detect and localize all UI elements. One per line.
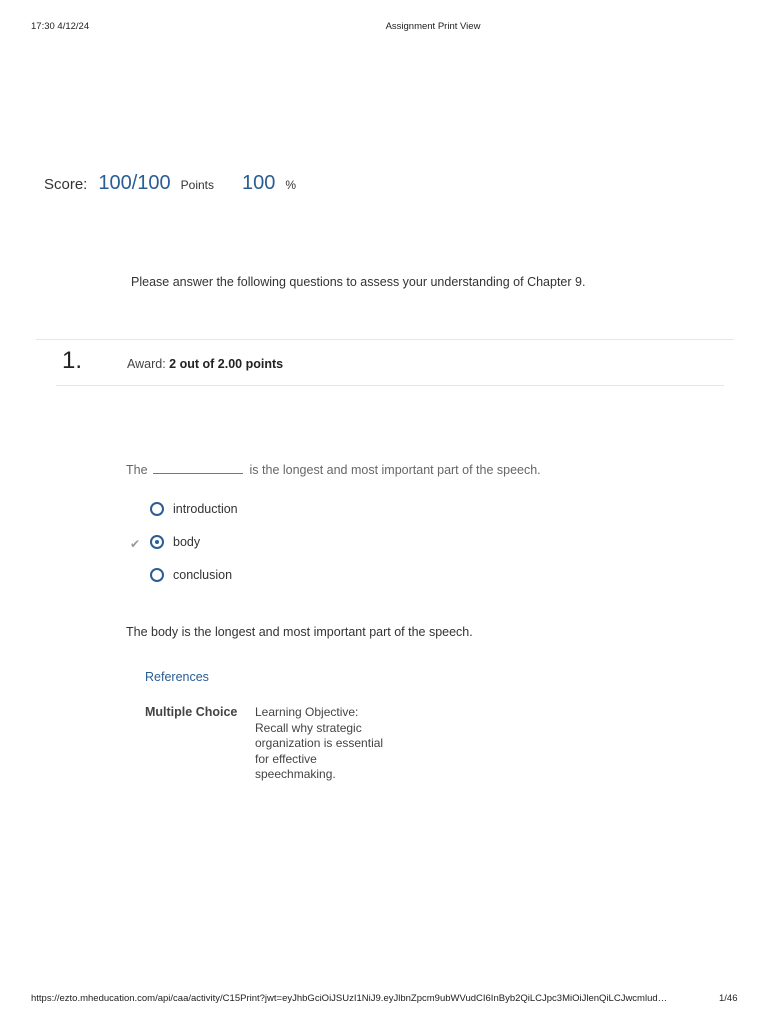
answer-explanation: The body is the longest and most important part of the speech. — [126, 625, 473, 639]
award-value: 2 out of 2.00 points — [169, 357, 284, 371]
question-number: 1. — [62, 347, 83, 374]
correct-check-icon: ✔ — [130, 537, 141, 551]
award-line — [127, 357, 283, 371]
prompt-after: is the longest and most important part of the speech. — [249, 463, 541, 477]
option-label: conclusion — [173, 568, 233, 582]
option-body[interactable] — [150, 535, 200, 549]
score-percent-unit: % — [285, 178, 297, 192]
prompt-blank — [153, 462, 243, 474]
option-label: introduction — [173, 502, 238, 516]
option-label: body — [173, 535, 201, 549]
option-conclusion[interactable] — [150, 568, 232, 582]
award-label: Award: — [127, 357, 166, 371]
score-summary — [44, 172, 296, 195]
question-top-divider — [36, 339, 734, 340]
score-label: Score: — [44, 176, 88, 193]
reference-type: Multiple Choice — [145, 705, 238, 719]
score-percent-value: 100 — [242, 172, 276, 194]
learning-objective: Learning Objective: Recall why strategic organization is essential for effective speechmaking. — [255, 705, 384, 781]
option-introduction[interactable] — [150, 502, 238, 516]
page-number: 1/46 — [719, 993, 738, 1004]
radio-unselected-icon[interactable] — [150, 502, 164, 516]
print-url: https://ezto.mheducation.com/api/caa/activity/C15Print?jwt=eyJhbGciOiJSUzI1NiJ9.eyJlbnZpcm9ubWVudCI6InByb2QiLCJpc3MiOiJlenQiLCJwcmlud… — [31, 993, 668, 1004]
print-datetime: 17:30 4/12/24 — [31, 21, 90, 32]
prompt-before: The — [126, 463, 148, 477]
radio-selected-icon[interactable] — [150, 535, 164, 549]
instructions: Please answer the following questions to assess your understanding of Chapter 9. — [131, 275, 586, 289]
question-prompt — [126, 462, 541, 477]
radio-unselected-icon[interactable] — [150, 568, 164, 582]
references-link[interactable]: References — [145, 670, 209, 684]
print-title: Assignment Print View — [385, 21, 481, 32]
score-points-value: 100/100 — [98, 172, 171, 194]
score-points-unit: Points — [180, 178, 215, 192]
question-header-divider — [56, 385, 724, 386]
